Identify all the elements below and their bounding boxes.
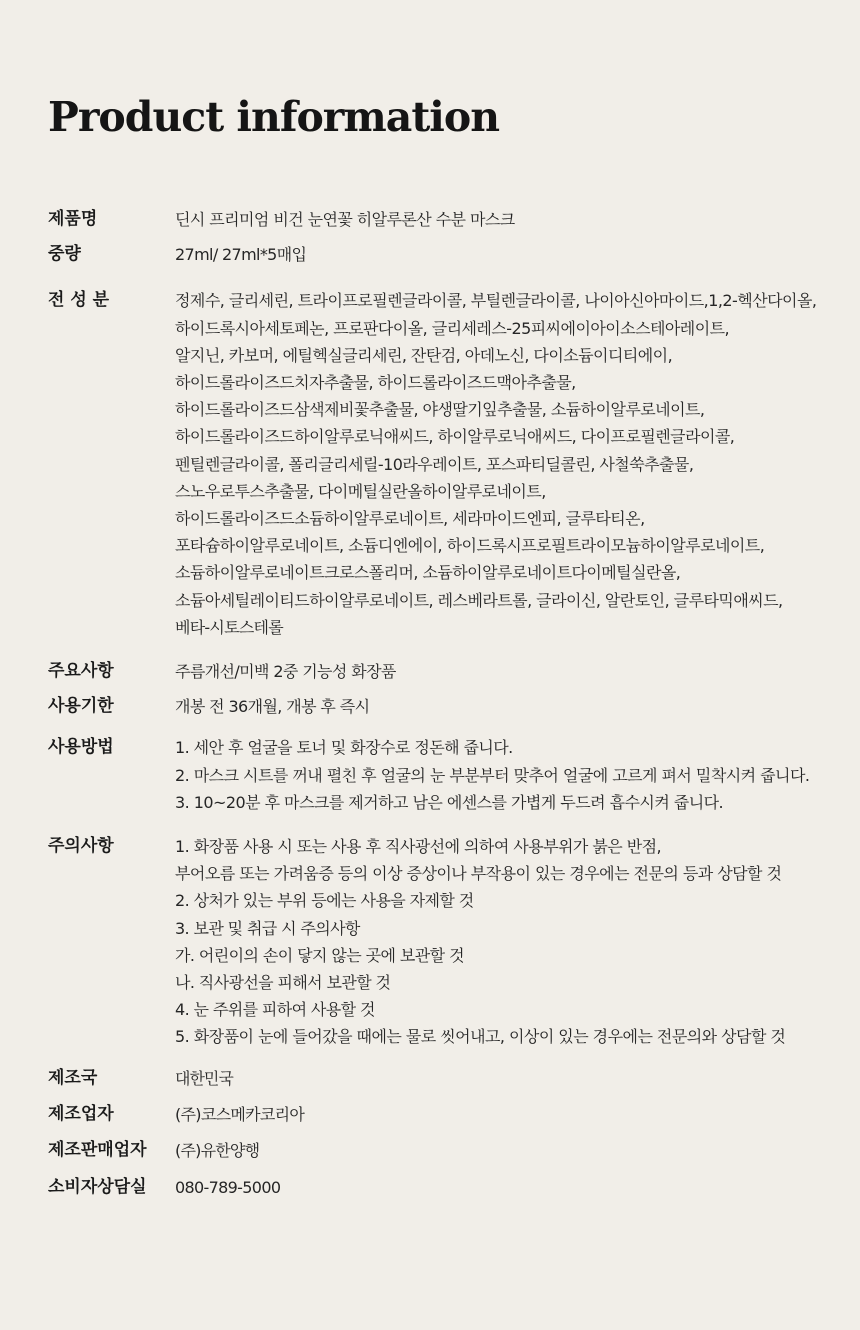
row-value <box>175 833 860 1051</box>
value-line: 하이드롤라이즈드하이알루로닉애씨드, 하이알루로닉애씨드, 다이프로필렌글라이콜, <box>175 427 735 447</box>
value-line: 나. 직사광선을 피해서 보관할 것 <box>175 973 391 993</box>
value-line: 3. 보관 및 취급 시 주의사항 <box>175 918 360 938</box>
row-value <box>175 241 860 268</box>
value-line: 정제수, 글리세린, 트라이프로필렌글라이콜, 부틸렌글라이콜, 나이아신아마이드,1,2-헥산다이올, <box>175 291 817 311</box>
value-line: 하이드롤라이즈드치자추출물, 하이드롤라이즈드맥아추출물, <box>175 373 576 393</box>
value-line: 27ml/ 27ml*5매입 <box>175 245 307 265</box>
value-line: 3. 10~20분 후 마스크를 제거하고 남은 에센스를 가볍게 두드려 흡수시켜 줍니다. <box>175 792 724 812</box>
row-label: 주요사항 <box>48 661 114 682</box>
row-value <box>175 287 860 641</box>
row-label: 사용방법 <box>48 737 114 758</box>
row-value <box>175 658 860 685</box>
row-label: 전 성 분 <box>48 290 110 311</box>
value-line: 하이드록시아세토페논, 프로판다이올, 글리세레스-25피씨에이아이소스테아레이트, <box>175 318 730 338</box>
row-expiry <box>48 693 860 720</box>
row-value <box>175 1065 860 1092</box>
row-label: 제조판매업자 <box>48 1140 147 1161</box>
value-line: 1. 세안 후 얼굴을 토너 및 화장수로 정돈해 줍니다. <box>175 738 513 758</box>
row-label: 소비자상담실 <box>48 1177 147 1198</box>
value-line: 5. 화장품이 눈에 들어갔을 때에는 물로 씻어내고, 이상이 있는 경우에는 전문의와 상담할 것 <box>175 1027 786 1047</box>
row-value <box>175 693 860 720</box>
value-line: (주)코스메카코리아 <box>175 1104 305 1124</box>
value-line: 가. 어린이의 손이 닿지 않는 곳에 보관할 것 <box>175 945 464 965</box>
row-product-name <box>48 206 860 233</box>
row-value <box>175 206 860 233</box>
value-line: 포타슘하이알루로네이트, 소듐디엔에이, 하이드록시프로필트라이모늄하이알루로네이트, <box>175 536 765 556</box>
row-value <box>175 734 860 816</box>
row-label: 주의사항 <box>48 836 114 857</box>
row-label: 사용기한 <box>48 696 114 717</box>
value-line: 하이드롤라이즈드소듐하이알루로네이트, 세라마이드엔피, 글루타티온, <box>175 509 645 529</box>
value-line: 펜틸렌글라이콜, 폴리글리세릴-10라우레이트, 포스파티딜콜린, 사철쑥추출물, <box>175 454 694 474</box>
row-ingredients <box>48 287 860 641</box>
value-line: (주)유한양행 <box>175 1141 260 1161</box>
row-key-notes <box>48 658 860 685</box>
value-line: 대한민국 <box>175 1068 233 1088</box>
row-label: 제조업자 <box>48 1103 114 1124</box>
value-line: 주름개선/미백 2중 기능성 화장품 <box>175 662 396 682</box>
row-weight <box>48 241 860 268</box>
row-origin <box>48 1065 860 1092</box>
value-line: 2. 상처가 있는 부위 등에는 사용을 자제할 것 <box>175 891 474 911</box>
value-line: 2. 마스크 시트를 꺼내 펼친 후 얼굴의 눈 부분부터 맞추어 얼굴에 고르게 펴서 밀착시켜 줍니다. <box>175 765 810 785</box>
value-line: 하이드롤라이즈드삼색제비꽃추출물, 야생딸기잎추출물, 소듐하이알루로네이트, <box>175 400 705 420</box>
value-line: 베타-시토스테롤 <box>175 617 283 637</box>
row-seller <box>48 1137 860 1164</box>
row-label: 중량 <box>48 244 81 265</box>
info-table <box>48 206 860 1202</box>
row-label: 제품명 <box>48 209 98 229</box>
row-manufacturer <box>48 1101 860 1128</box>
value-line: 부어오름 또는 가려움증 등의 이상 증상이나 부작용이 있는 경우에는 전문의 등과 상담할 것 <box>175 864 782 884</box>
row-value <box>175 1137 860 1164</box>
value-line: 스노우로투스추출물, 다이메틸실란올하이알루로네이트, <box>175 481 546 501</box>
value-line: 딘시 프리미엄 비건 눈연꽃 히알루론산 수분 마스크 <box>175 210 515 229</box>
row-value <box>175 1174 860 1201</box>
row-cautions <box>48 833 860 1051</box>
row-label: 제조국 <box>48 1067 98 1088</box>
value-line: 알지닌, 카보머, 에틸헥실글리세린, 잔탄검, 아데노신, 다이소듐이디티에이, <box>175 345 673 365</box>
row-usage <box>48 734 860 816</box>
row-customer-service <box>48 1174 860 1201</box>
value-line: 1. 화장품 사용 시 또는 사용 후 직사광선에 의하여 사용부위가 붉은 반점, <box>175 837 662 857</box>
row-value <box>175 1101 860 1128</box>
value-line: 개봉 전 36개월, 개봉 후 즉시 <box>175 697 370 717</box>
value-line: 소듐아세틸레이티드하이알루로네이트, 레스베라트롤, 글라이신, 알란토인, 글루타믹애씨드, <box>175 590 783 610</box>
value-line: 080-789-5000 <box>175 1178 281 1198</box>
page-title: Product information <box>48 93 500 141</box>
value-line: 4. 눈 주위를 피하여 사용할 것 <box>175 1000 375 1020</box>
value-line: 소듐하이알루로네이트크로스폴리머, 소듐하이알루로네이트다이메틸실란올, <box>175 563 681 583</box>
